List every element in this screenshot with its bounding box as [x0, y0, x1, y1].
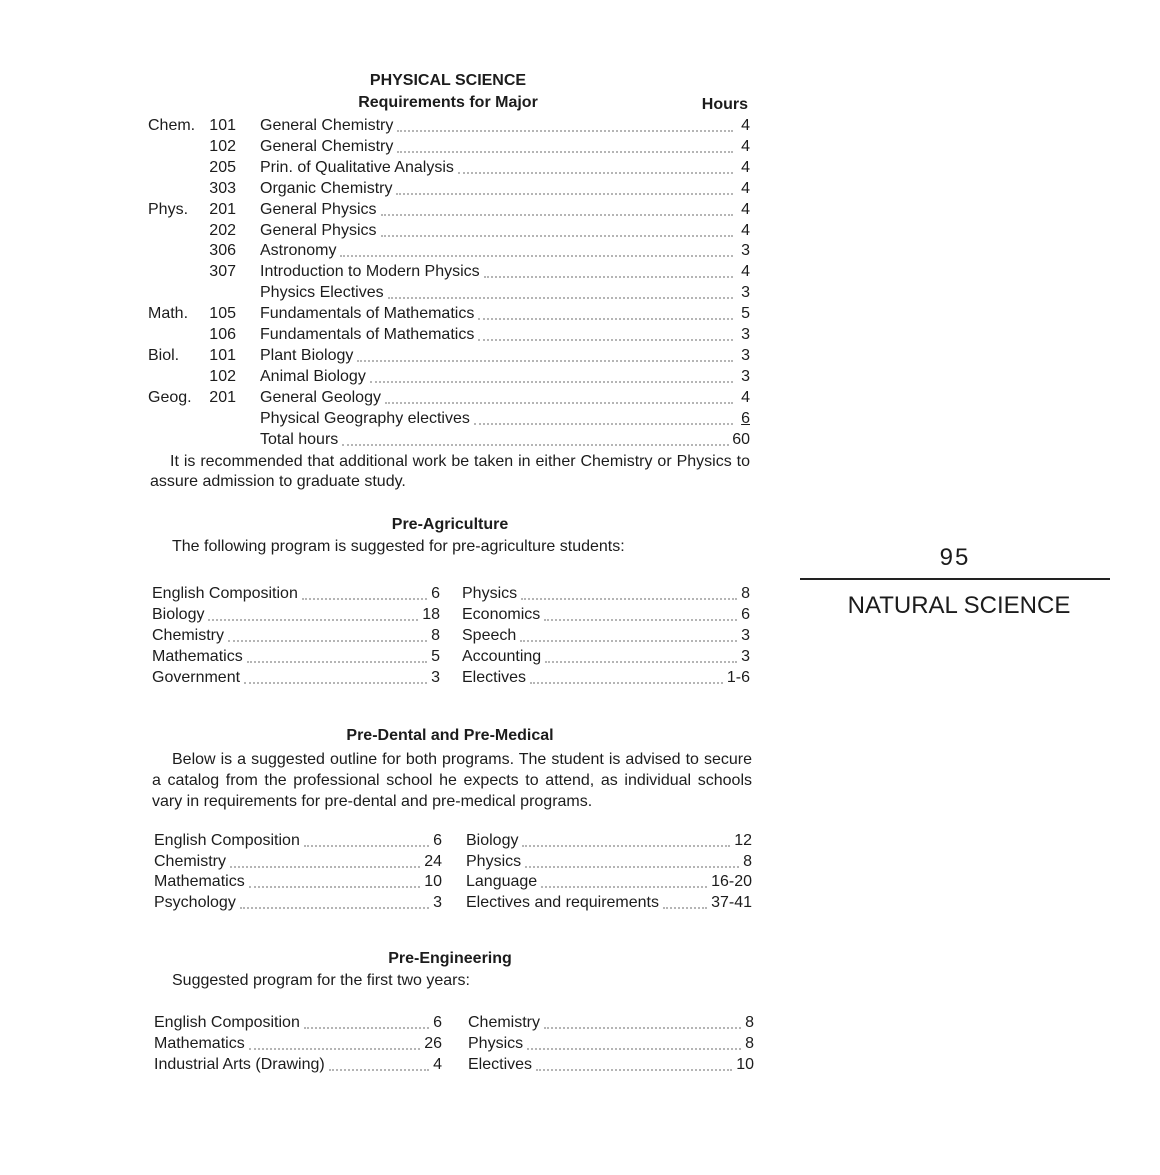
course-number: 102 [209, 367, 236, 385]
subject-name: Biology [466, 832, 519, 849]
dot-leader [228, 626, 427, 642]
subject-hours: 10 [424, 873, 442, 890]
dot-leader [458, 158, 733, 174]
subject-hours: 18 [422, 606, 440, 623]
page-number: 95 [939, 544, 971, 571]
section-title: PHYSICAL SCIENCE [369, 72, 527, 89]
course-row [146, 200, 750, 220]
program-row [466, 852, 752, 872]
course-hours: 3 [741, 346, 750, 364]
dot-leader [544, 1013, 741, 1029]
dot-leader [340, 241, 733, 257]
subject-name: Electives [462, 669, 527, 686]
program-row [468, 1013, 754, 1033]
course-hours: 4 [741, 263, 750, 281]
dot-leader [240, 893, 429, 909]
course-hours: 3 [741, 242, 750, 260]
course-name: General Chemistry [260, 137, 394, 155]
course-row [146, 179, 750, 199]
course-number: 105 [209, 305, 236, 323]
subject-hours: 26 [424, 1035, 442, 1052]
dot-leader [396, 179, 733, 195]
subject-name: Mathematics [154, 873, 245, 890]
course-hours: 4 [741, 137, 750, 155]
program-row [154, 1013, 442, 1033]
dot-leader [484, 262, 733, 278]
course-name: Physics Electives [260, 284, 384, 302]
subject-hours: 6 [431, 585, 440, 602]
course-hours: 60 [732, 430, 750, 448]
course-row [146, 137, 750, 157]
program-row [468, 1055, 754, 1075]
course-number: 307 [209, 263, 236, 281]
dot-leader [208, 605, 418, 621]
subject-name: Biology [152, 606, 205, 623]
subject-name: Language [466, 873, 538, 890]
course-name: Plant Biology [260, 346, 354, 364]
subject-hours: 12 [734, 832, 752, 849]
pre-dental-medical-intro: Below is a suggested outline for both programs. The student is advised to secure a catalog from the professional school he expects to attend, as individual schools vary in requirements for pre-dental and pre-medical programs. [152, 751, 752, 810]
dot-leader [541, 872, 707, 888]
subject-name: Electives and requirements [466, 893, 659, 911]
course-number: 306 [209, 242, 236, 260]
dot-leader [545, 647, 737, 663]
subject-name: Chemistry [468, 1014, 541, 1031]
course-name: General Physics [260, 221, 377, 239]
subject-hours: 8 [745, 1014, 754, 1031]
course-leader [260, 158, 750, 178]
dot-leader [520, 626, 737, 642]
subject-hours: 1-6 [726, 669, 750, 686]
subject-hours: 37-41 [711, 893, 752, 911]
program-row [154, 893, 442, 913]
course-hours: 4 [741, 388, 750, 406]
program-row [152, 668, 440, 688]
dot-leader [522, 831, 730, 847]
dot-leader [304, 831, 429, 847]
course-hours: 3 [741, 284, 750, 302]
margin-divider [800, 578, 1110, 580]
program-row [462, 626, 750, 646]
course-hours: 4 [741, 200, 750, 218]
subject-name: English Composition [154, 832, 300, 849]
course-row [146, 346, 750, 366]
course-leader [260, 200, 750, 220]
program-row [466, 872, 752, 892]
dot-leader [381, 200, 734, 216]
course-row [146, 367, 750, 387]
course-number: 101 [209, 346, 236, 364]
course-name: Animal Biology [260, 367, 366, 385]
course-leader [260, 409, 750, 429]
dot-leader [342, 430, 729, 446]
subject-hours: 10 [736, 1056, 754, 1073]
subject-hours: 4 [433, 1056, 442, 1073]
course-leader [260, 325, 750, 345]
subject-name: Physics [468, 1035, 524, 1052]
dot-leader [249, 1034, 421, 1050]
program-row [462, 647, 750, 667]
course-hours: 5 [741, 305, 750, 323]
subject-name: Chemistry [154, 852, 227, 870]
dot-leader [536, 1055, 732, 1071]
course-name: Astronomy [260, 242, 337, 260]
subject-hours: 8 [431, 627, 440, 644]
dot-leader [397, 137, 733, 153]
subject-hours: 3 [433, 893, 442, 911]
program-row [154, 1055, 442, 1075]
course-row [146, 262, 750, 282]
program-row [462, 584, 750, 604]
course-leader [260, 367, 750, 387]
course-row [146, 430, 750, 450]
subject-hours: 6 [433, 832, 442, 849]
course-name: Total hours [260, 430, 339, 448]
dot-leader [249, 872, 421, 888]
subject-hours: 5 [431, 648, 440, 665]
course-name: General Chemistry [260, 117, 394, 134]
course-name: Organic Chemistry [260, 179, 393, 197]
subject-hours: 24 [424, 852, 442, 870]
subject-name: Industrial Arts (Drawing) [154, 1056, 325, 1073]
program-row [152, 605, 440, 625]
recommendation-note: It is recommended that additional work be taken in either Chemistry or Physics to assure admission to graduate study. [150, 453, 750, 490]
course-number: 101 [209, 117, 236, 134]
subject-hours: 3 [431, 669, 440, 686]
course-name: Physical Geography electives [260, 409, 470, 427]
dot-leader [370, 367, 733, 383]
dot-leader [478, 325, 733, 341]
pre-engineering-heading: Pre-Engineering [388, 950, 512, 967]
course-number: 106 [209, 326, 236, 343]
dot-leader [388, 283, 733, 299]
dot-leader [474, 409, 733, 425]
course-hours: 4 [741, 158, 750, 176]
dot-leader [544, 605, 737, 621]
program-row [152, 584, 440, 604]
course-row [146, 283, 750, 303]
program-row [154, 852, 442, 872]
subject-hours: 8 [745, 1035, 754, 1052]
program-row [466, 893, 752, 913]
subject-hours: 6 [433, 1014, 442, 1031]
dot-leader [397, 116, 733, 132]
program-row [466, 831, 752, 851]
course-row [146, 158, 750, 178]
course-department: Geog. [148, 388, 192, 406]
pre-engineering-intro: Suggested program for the first two years: [172, 972, 470, 989]
course-hours: 3 [741, 367, 750, 385]
course-number: 102 [209, 137, 236, 155]
dot-leader [302, 584, 427, 600]
program-row [462, 668, 750, 688]
dot-leader [304, 1013, 429, 1029]
subject-hours: 3 [741, 627, 750, 644]
course-number: 201 [209, 200, 236, 218]
subject-name: English Composition [154, 1014, 300, 1031]
program-row [154, 872, 442, 892]
course-row [146, 409, 750, 429]
course-name: Prin. of Qualitative Analysis [260, 158, 454, 176]
dot-leader [521, 584, 737, 600]
course-leader [260, 221, 750, 241]
course-hours: 6 [741, 409, 750, 427]
program-row [152, 626, 440, 646]
running-section-name: NATURAL SCIENCE [847, 592, 1071, 619]
course-leader [260, 346, 750, 366]
subject-name: Chemistry [152, 627, 225, 644]
course-hours: 4 [741, 221, 750, 239]
hours-column-header: Hours [701, 96, 748, 113]
course-name: Fundamentals of Mathematics [260, 326, 475, 343]
requirements-subtitle: Requirements for Major [358, 94, 538, 111]
dot-leader [329, 1055, 429, 1071]
course-department: Chem. [148, 117, 196, 134]
subject-name: English Composition [152, 585, 298, 602]
course-name: General Geology [260, 388, 381, 406]
subject-name: Mathematics [154, 1035, 245, 1052]
subject-name: Physics [466, 852, 522, 870]
program-row [462, 605, 750, 625]
course-row [146, 304, 750, 324]
program-row [152, 647, 440, 667]
subject-name: Accounting [462, 648, 542, 665]
subject-hours: 6 [741, 606, 750, 623]
course-department: Phys. [148, 200, 189, 218]
course-leader [260, 116, 750, 136]
pre-dental-medical-heading: Pre-Dental and Pre-Medical [346, 727, 554, 744]
subject-name: Electives [468, 1056, 533, 1073]
course-name: Introduction to Modern Physics [260, 263, 480, 281]
course-leader [260, 430, 750, 450]
dot-leader [381, 221, 734, 237]
subject-name: Physics [462, 585, 518, 602]
course-department: Biol. [148, 346, 180, 364]
dot-leader [527, 1034, 741, 1050]
course-hours: 4 [741, 179, 750, 197]
course-name: Fundamentals of Mathematics [260, 305, 475, 323]
dot-leader [525, 852, 739, 868]
subject-name: Psychology [154, 893, 236, 911]
dot-leader [247, 647, 427, 663]
course-hours: 3 [741, 326, 750, 343]
subject-hours: 8 [743, 852, 752, 870]
course-row [146, 221, 750, 241]
subject-hours: 3 [741, 648, 750, 665]
dot-leader [663, 893, 707, 909]
dot-leader [385, 388, 733, 404]
pre-agriculture-intro: The following program is suggested for pre-agriculture students: [172, 538, 625, 555]
subject-hours: 16-20 [711, 873, 752, 890]
subject-name: Mathematics [152, 648, 243, 665]
course-number: 303 [209, 179, 236, 197]
dot-leader [244, 668, 427, 684]
program-row [154, 831, 442, 851]
dot-leader [530, 668, 723, 684]
course-row [146, 388, 750, 408]
course-leader [260, 241, 750, 261]
course-number: 201 [209, 388, 236, 406]
program-row [154, 1034, 442, 1054]
course-name: General Physics [260, 200, 377, 218]
course-number: 205 [209, 158, 236, 176]
subject-name: Speech [462, 627, 517, 644]
dot-leader [478, 304, 733, 320]
subject-hours: 8 [741, 585, 750, 602]
course-leader [260, 262, 750, 282]
subject-name: Economics [462, 606, 541, 623]
course-department: Math. [148, 305, 189, 323]
course-row [146, 241, 750, 261]
course-leader [260, 388, 750, 408]
dot-leader [230, 852, 420, 868]
program-row [468, 1034, 754, 1054]
course-hours: 4 [741, 117, 750, 134]
course-leader [260, 179, 750, 199]
dot-leader [357, 346, 733, 362]
course-row [146, 325, 750, 345]
course-leader [260, 283, 750, 303]
course-row [146, 116, 750, 136]
course-leader [260, 137, 750, 157]
pre-agriculture-heading: Pre-Agriculture [391, 516, 509, 533]
course-number: 202 [209, 221, 236, 239]
course-leader [260, 304, 750, 324]
subject-name: Government [152, 669, 241, 686]
